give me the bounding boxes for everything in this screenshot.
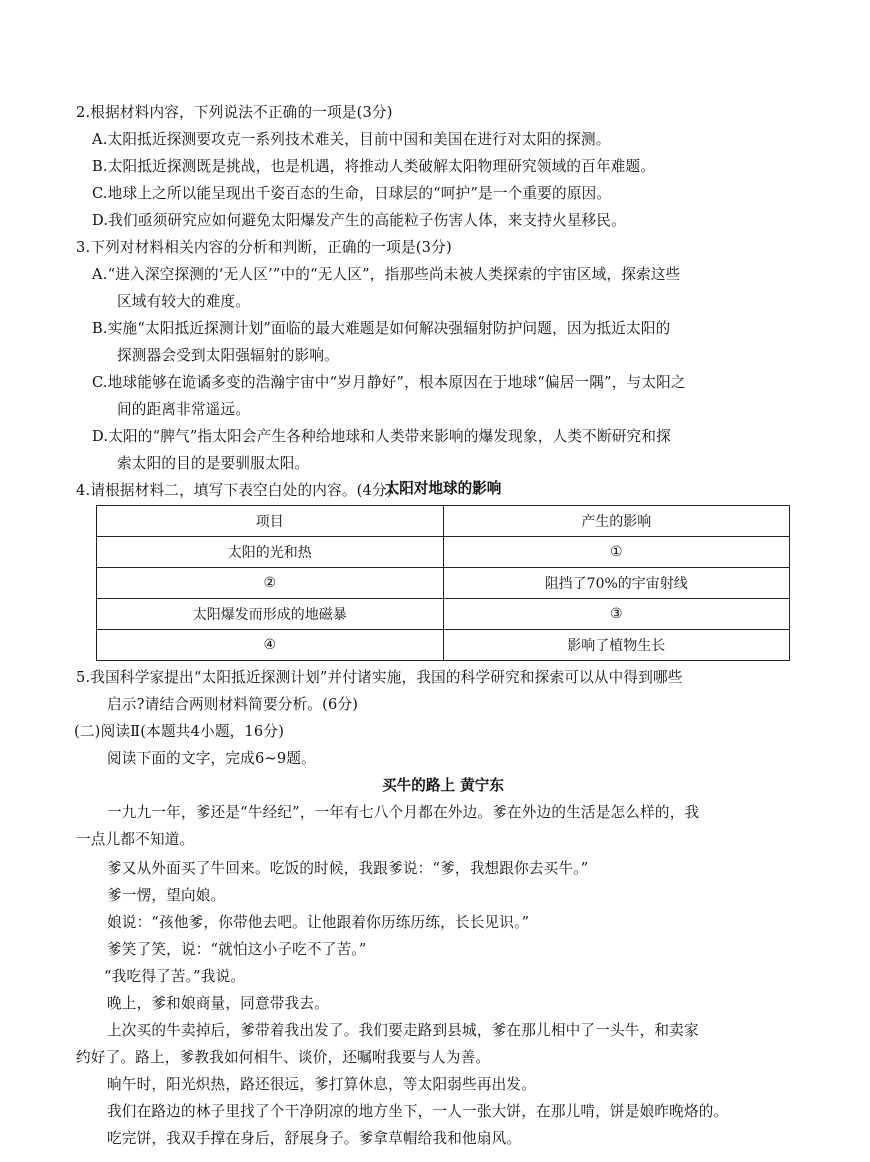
story-paragraph-2: 爹又从外面买了牛回来。吃饭的时候，我跟爹说：“爹，我想跟你去买牛。” bbox=[107, 860, 589, 877]
table-row bbox=[97, 568, 790, 599]
table-cell: 太阳的光和热 bbox=[97, 537, 444, 568]
table-cell: ③ bbox=[443, 599, 790, 630]
story-paragraph-6: “我吃得了苦。”我说。 bbox=[104, 968, 246, 985]
story-paragraph-9: 晌午时，阳光炽热，路还很远，爹打算休息，等太阳弱些再出发。 bbox=[107, 1076, 537, 1093]
table-cell: 阻挡了70%的宇宙射线 bbox=[443, 568, 790, 599]
question-3-option-b: B.实施“太阳抵近探测计划”面临的最大难题是如何解决强辐射防护问题，因为抵近太阳的 bbox=[92, 320, 671, 337]
story-paragraph-4: 娘说：“孩他爹，你带他去吧。让他跟着你历练历练，长长见识。” bbox=[107, 914, 530, 931]
question-3-option-c-cont: 间的距离非常遥远。 bbox=[117, 401, 251, 418]
question-4-stem: 4.请根据材料二，填写下表空白处的内容。(4分) bbox=[76, 482, 393, 499]
table-row bbox=[97, 599, 790, 630]
question-2-stem: 2.根据材料内容，下列说法不正确的一项是(3分) bbox=[76, 104, 393, 121]
question-3-option-a-cont: 区域有较大的难度。 bbox=[117, 293, 251, 310]
question-5-stem: 5.我国科学家提出“太阳抵近探测计划”并付诸实施，我国的科学研究和探索可以从中得到哪些 bbox=[76, 669, 683, 686]
question-3-option-d-cont: 索太阳的目的是要驯服太阳。 bbox=[117, 455, 310, 472]
story-title: 买牛的路上 黄宁东 bbox=[382, 777, 504, 794]
section-2-instruction: 阅读下面的文字，完成6~9题。 bbox=[107, 750, 316, 767]
story-paragraph-8-cont: 约好了。路上，爹教我如何相牛、谈价，还嘱咐我要与人为善。 bbox=[76, 1049, 491, 1066]
question-3-stem: 3.下列对材料相关内容的分析和判断，正确的一项是(3分) bbox=[76, 239, 452, 256]
story-paragraph-5: 爹笑了笑，说：“就怕这小子吃不了苦。” bbox=[107, 941, 367, 958]
story-paragraph-1: 一九九一年，爹还是“牛经纪”，一年有七八个月都在外边。爹在外边的生活是怎么样的，我 bbox=[107, 804, 700, 821]
question-2-option-c: C.地球上之所以能呈现出千姿百态的生命，日球层的“呵护”是一个重要的原因。 bbox=[92, 185, 612, 202]
table-cell: ① bbox=[443, 537, 790, 568]
impact-table-title: 太阳对地球的影响 bbox=[384, 480, 502, 497]
story-paragraph-3: 爹一愣，望向娘。 bbox=[107, 887, 226, 904]
table-header-effect: 产生的影响 bbox=[443, 506, 790, 537]
question-2-option-a: A.太阳抵近探测要攻克一系列技术难关，目前中国和美国在进行对太阳的探测。 bbox=[92, 131, 611, 148]
story-paragraph-10: 我们在路边的林子里找了个干净阴凉的地方坐下，一人一张大饼，在那儿啃，饼是娘昨晚烙的。 bbox=[107, 1103, 729, 1120]
impact-table bbox=[96, 505, 790, 661]
table-header-item: 项目 bbox=[97, 506, 444, 537]
table-cell: ② bbox=[97, 568, 444, 599]
table-row bbox=[97, 537, 790, 568]
question-3-option-b-cont: 探测器会受到太阳强辐射的影响。 bbox=[117, 347, 339, 364]
table-cell: ④ bbox=[97, 630, 444, 661]
question-3-option-d: D.太阳的“脾气”指太阳会产生各种给地球和人类带来影响的爆发现象，人类不断研究和探 bbox=[92, 428, 671, 445]
story-paragraph-7: 晚上，爹和娘商量，同意带我去。 bbox=[107, 995, 329, 1012]
table-header-row bbox=[97, 506, 790, 537]
question-3-option-a: A.“进入深空探测的‘无人区’”中的“无人区”，指那些尚未被人类探索的宇宙区域，探索这些 bbox=[92, 266, 681, 283]
question-5-stem-cont: 启示?请结合两则材料简要分析。(6分) bbox=[107, 696, 359, 713]
section-2-heading: (二)阅读Ⅱ(本题共4小题，16分) bbox=[74, 723, 285, 740]
story-paragraph-11: 吃完饼，我双手撑在身后，舒展身子。爹拿草帽给我和他扇风。 bbox=[107, 1130, 522, 1147]
question-2-option-d: D.我们亟须研究应如何避免太阳爆发产生的高能粒子伤害人体，来支持火星移民。 bbox=[92, 212, 627, 229]
table-row bbox=[97, 630, 790, 661]
question-3-option-c: C.地球能够在诡谲多变的浩瀚宇宙中“岁月静好”，根本原因在于地球“偏居一隅”，与太阳之 bbox=[92, 374, 686, 391]
table-cell: 太阳爆发而形成的地磁暴 bbox=[97, 599, 444, 630]
story-paragraph-8: 上次买的牛卖掉后，爹带着我出发了。我们要走路到县城，爹在那儿相中了一头牛，和卖家 bbox=[107, 1022, 699, 1039]
story-paragraph-1-cont: 一点儿都不知道。 bbox=[76, 831, 195, 848]
question-2-option-b: B.太阳抵近探测既是挑战，也是机遇，将推动人类破解太阳物理研究领域的百年难题。 bbox=[92, 158, 656, 175]
table-cell: 影响了植物生长 bbox=[443, 630, 790, 661]
